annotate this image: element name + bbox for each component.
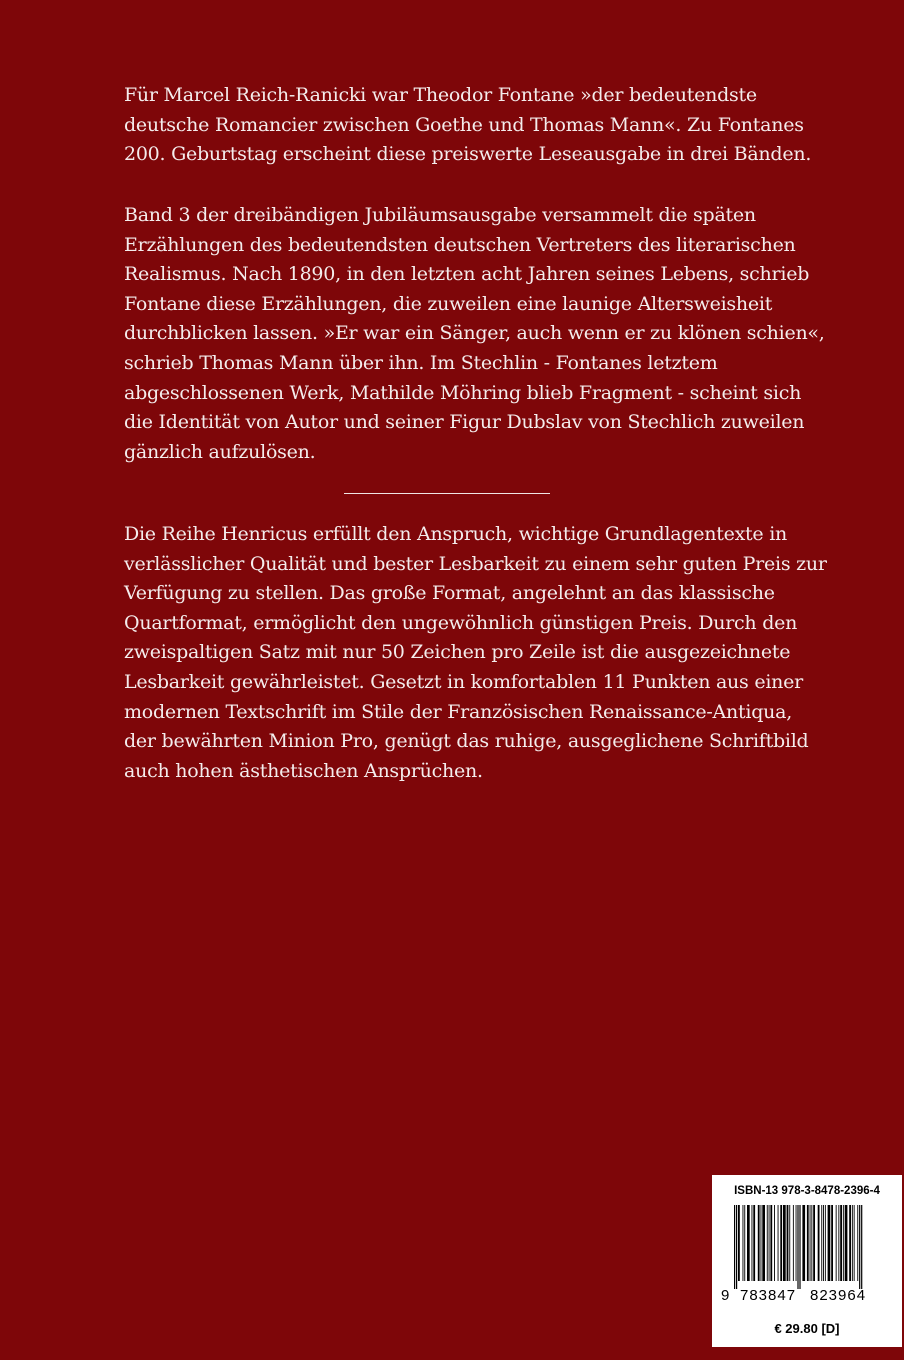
text-line: Lesbarkeit gewährleistet. Gesetzt in komfortablen 11 Punkten aus einer xyxy=(124,670,803,693)
barcode-icon xyxy=(720,1205,894,1289)
text-line: Quartformat, ermöglicht den ungewöhnlich günstigen Preis. Durch den xyxy=(124,611,798,634)
barcode-digits-right: 823964 xyxy=(810,1287,867,1304)
text-line: Für Marcel Reich-Ranicki war Theodor Fontane »der bedeutendste xyxy=(124,84,757,106)
text-line: auch hohen ästhetischen Ansprüchen. xyxy=(124,759,483,782)
barcode-digit-lead: 9 xyxy=(721,1287,730,1304)
text-line: die Identität von Autor und seiner Figur Dubslav von Stechlich zuweilen xyxy=(124,411,805,434)
text-line: durchblicken lassen. »Er war ein Sänger, auch wenn er zu klönen schien«, xyxy=(124,322,825,345)
text-line: Die Reihe Henricus erfüllt den Anspruch, wichtige Grundlagentexte in xyxy=(124,523,788,545)
text-line: 200. Geburtstag erscheint diese preiswerte Leseausgabe in drei Bänden. xyxy=(124,143,812,166)
price-label: € 29.80 [D] xyxy=(774,1321,840,1336)
text-line: Erzählungen des bedeutendsten deutschen Vertreters des literarischen xyxy=(124,233,796,256)
text-line: schrieb Thomas Mann über ihn. Im Stechlin - Fontanes letztem xyxy=(124,351,718,374)
series-paragraph xyxy=(124,520,827,786)
text-line: Realismus. Nach 1890, in den letzten acht Jahren seines Lebens, schrieb xyxy=(124,263,810,286)
text-line: abgeschlossenen Werk, Mathilde Möhring blieb Fragment - scheint sich xyxy=(124,381,802,404)
description-paragraph xyxy=(124,201,825,467)
text-line: zweispaltigen Satz mit nur 50 Zeichen pro Zeile ist die ausgezeichnete xyxy=(124,641,791,664)
barcode-digits-left: 783847 xyxy=(740,1287,797,1304)
text-line: deutsche Romancier zwischen Goethe und Thomas Mann«. Zu Fontanes xyxy=(124,113,804,136)
isbn-label: ISBN-13 978-3-8478-2396-4 xyxy=(734,1185,880,1197)
text-line: Verfügung zu stellen. Das große Format, angelehnt an das klassische xyxy=(124,582,775,605)
text-line: Fontane diese Erzählungen, die zuweilen eine launige Altersweisheit xyxy=(124,292,773,315)
section-divider xyxy=(344,493,550,494)
text-line: gänzlich aufzulösen. xyxy=(124,440,316,463)
text-line: modernen Textschrift im Stile der Französischen Renaissance-Antiqua, xyxy=(124,700,792,723)
text-line: verlässlicher Qualität und bester Lesbarkeit zu einem sehr guten Preis zur xyxy=(124,552,827,575)
text-line: der bewährten Minion Pro, genügt das ruhige, ausgeglichene Schriftbild xyxy=(124,730,809,753)
isbn-barcode-box xyxy=(712,1175,902,1347)
intro-paragraph xyxy=(124,81,812,170)
text-line: Band 3 der dreibändigen Jubiläumsausgabe versammelt die späten xyxy=(124,204,756,226)
